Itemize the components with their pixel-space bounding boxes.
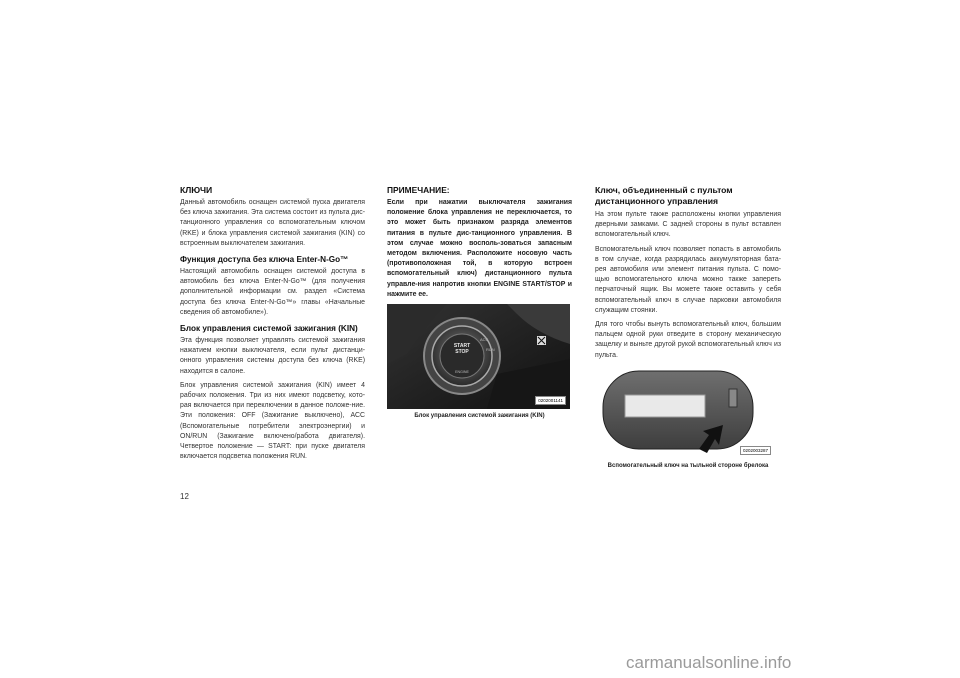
kin-paragraph-2: Блок управления системой зажигания (KIN) имеет 4 рабочих положения. Три из них имеют подсветку, кото-рая включается при переключении в данное положе-ние. Эти положения: OFF (Зажигание выключено), ACC (Вспомогательные потребители электроэнергии) и ON/RUN (Зажигание включено/работа двигателя). Четвертое положение — START: при пуске двигателя включается подсветка положения RUN. <box>180 381 365 461</box>
key-fob-paragraph-1: На этом пульте также расположены кнопки управления дверными замками. С задней стороны в пульт вставлен вспомогательный ключ. <box>595 211 781 239</box>
kin-figure <box>387 304 570 409</box>
svg-text:ACC: ACC <box>480 337 489 343</box>
svg-text:RUN: RUN <box>486 347 495 353</box>
watermark: carmanualsonline.info <box>626 653 792 672</box>
button-text <box>446 344 478 355</box>
ignition-button-illustration <box>387 304 570 409</box>
subheading-enter-n-go: Функция доступа без ключа Enter-N-Go™ <box>180 255 349 265</box>
section-heading-keys: КЛЮЧИ <box>180 185 213 195</box>
page-number: 12 <box>180 492 189 501</box>
figure-caption-kin: Блок управления системой зажигания (KIN) <box>414 413 545 420</box>
note-title: ПРИМЕЧАНИЕ: <box>387 185 450 195</box>
button-label-stop: STOP <box>455 348 469 355</box>
key-fob-paragraph-3: Для того чтобы вынуть вспомогательный ключ, большим пальцем одной руки отведите в сторону механическую защелку и выньте другой рукой вспомогательный ключ из пульта. <box>595 321 781 359</box>
column-left <box>180 185 365 466</box>
figure-code-key-fob: 0202003287 <box>740 446 771 455</box>
column-right <box>595 185 781 469</box>
figure-caption-key-fob: Вспомогательный ключ на тыльной стороне брелока <box>607 462 769 469</box>
key-fob-paragraph-2: Вспомогательный ключ позволяет попасть в автомобиль в том случае, когда разрядилась аккумуляторная бата-рея автомобиля или элемент питания пульта. С помо-щью вспомогательного ключа можно также запереть перчаточный ящик. Вы можете также оставить у себя вспомогательный ключ в случае парковки автомобиля служащим стоянки. <box>595 245 781 314</box>
section-heading-key-fob: Ключ, объединенный с пультом дистанционного управления <box>595 185 733 206</box>
note-text: Если при нажатии выключателя зажигания положение блока управления не переключается, то это может быть признаком разряда элементов питания в пульте дис-танционного управления. В этом случае можно восполь-зоваться запасным методом включения. Расположите носовую часть (противоположная той, в которую встроен вспомогательный ключ) дистанционного пульта управле-ния напротив кнопки ENGINE START/STOP и нажмите ее. <box>387 199 572 298</box>
key-fob-illustration <box>595 365 775 459</box>
subheading-kin: Блок управления системой зажигания (KIN) <box>180 324 358 334</box>
button-label-engine: ENGINE <box>455 370 469 375</box>
button-label-start: START <box>453 343 471 350</box>
column-middle <box>387 185 572 419</box>
intro-paragraph: Данный автомобиль оснащен системой пуска двигателя без ключа зажигания. Эта система состоит из пульта дис-танционного управления со вспомогательным ключом (RKE) и блока управления системой зажигания (KIN) со встроенным выключателем зажигания. <box>180 199 365 247</box>
kin-paragraph-1: Эта функция позволяет управлять системой зажигания нажатием кнопки выключателя, если пульт дистанци-онного управления системы доступа без ключа (RKE) находится в салоне. <box>180 337 365 375</box>
figure-code-kin: 0202001141 <box>535 396 566 405</box>
enter-n-go-paragraph: Настоящий автомобиль оснащен системой доступа в автомобиль без ключа Enter-N-Go™ (для получения дополнительной информации см. раздел «Система доступа без ключа Enter-N-Go™» главы «Начальные сведения об автомобиле»). <box>180 268 365 316</box>
key-fob-figure <box>595 365 775 459</box>
